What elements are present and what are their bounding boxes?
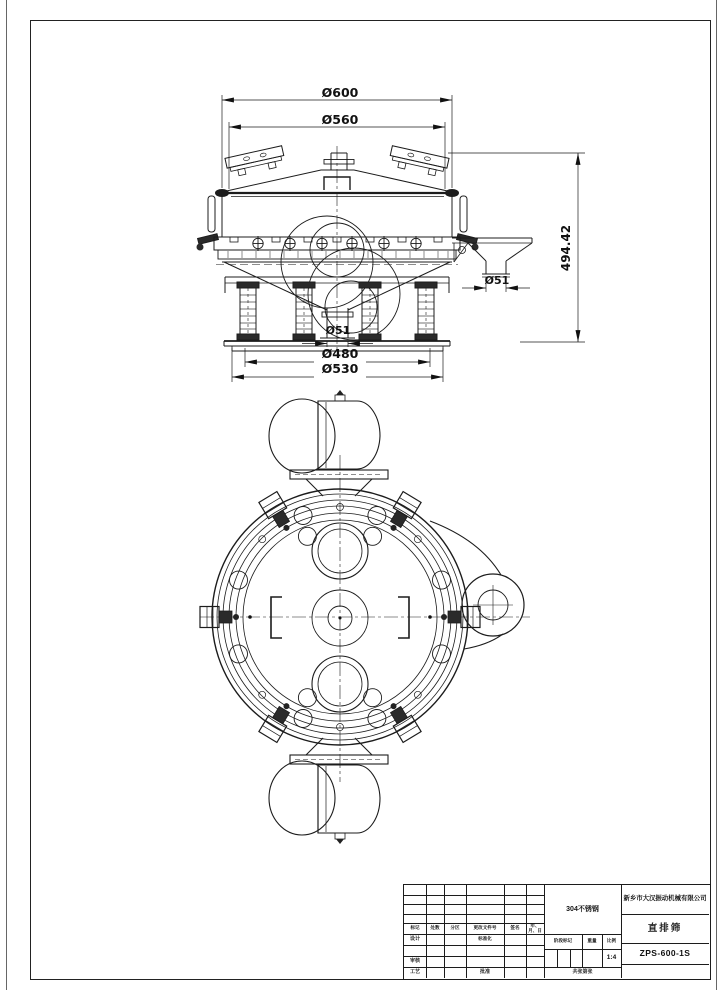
empty-cell xyxy=(621,964,709,978)
role-standardize: 标准化 xyxy=(478,936,492,942)
dim-bottom-outlet: Ø51 xyxy=(325,324,351,337)
company-name: 新乡市大汉振动机械有限公司 xyxy=(623,895,707,903)
drawing-number: ZPS-600-1S xyxy=(639,948,691,959)
role-design: 设计 xyxy=(409,935,420,942)
plan-outlet-lobe xyxy=(430,521,524,649)
rev-header-mark: 标记 xyxy=(410,925,420,931)
rev-header-date: 年、月、日 xyxy=(528,923,542,933)
front-elevation-view xyxy=(197,85,586,382)
scale-value: 1:4 xyxy=(606,953,617,961)
dim-inner-diameter: Ø560 xyxy=(321,112,359,127)
sheet-no-label: 第 xyxy=(582,968,588,975)
dim-side-outlet: Ø51 xyxy=(484,274,510,287)
dim-base-inner: Ø480 xyxy=(321,346,359,361)
product-name: 直排筛 xyxy=(647,922,683,934)
dim-base-outer: Ø530 xyxy=(321,361,359,376)
role-check: 审核 xyxy=(409,957,420,964)
weight-label: 重量 xyxy=(587,938,597,944)
side-discharge-chute xyxy=(452,238,532,277)
sheet-total-unit: 张 xyxy=(577,968,583,975)
plan-motor-top xyxy=(269,390,388,496)
role-process: 工艺 xyxy=(409,968,420,975)
motor-outline-front xyxy=(281,216,400,340)
rev-header-docno: 更改文件号 xyxy=(473,925,497,931)
rev-header-zone: 分区 xyxy=(450,925,460,931)
stage-mark-label: 阶段标记 xyxy=(553,938,573,944)
dim-total-height: 494.42 xyxy=(559,224,573,272)
plan-motor-bottom xyxy=(269,738,388,844)
rev-header-sign: 签名 xyxy=(510,925,520,931)
scale-label: 比例 xyxy=(606,938,617,944)
sheet-total-label: 共 xyxy=(572,968,578,975)
title-block xyxy=(403,884,711,980)
sheet-count-row xyxy=(544,967,621,978)
top-plan-view xyxy=(200,390,530,844)
side-clamp-left xyxy=(197,196,219,251)
material-cell: 304不锈钢 xyxy=(566,905,599,913)
sheet-no-unit: 张 xyxy=(587,968,593,975)
role-approve: 批准 xyxy=(479,968,490,975)
rev-header-count: 处数 xyxy=(430,925,440,931)
dim-outer-diameter: Ø600 xyxy=(321,85,359,100)
